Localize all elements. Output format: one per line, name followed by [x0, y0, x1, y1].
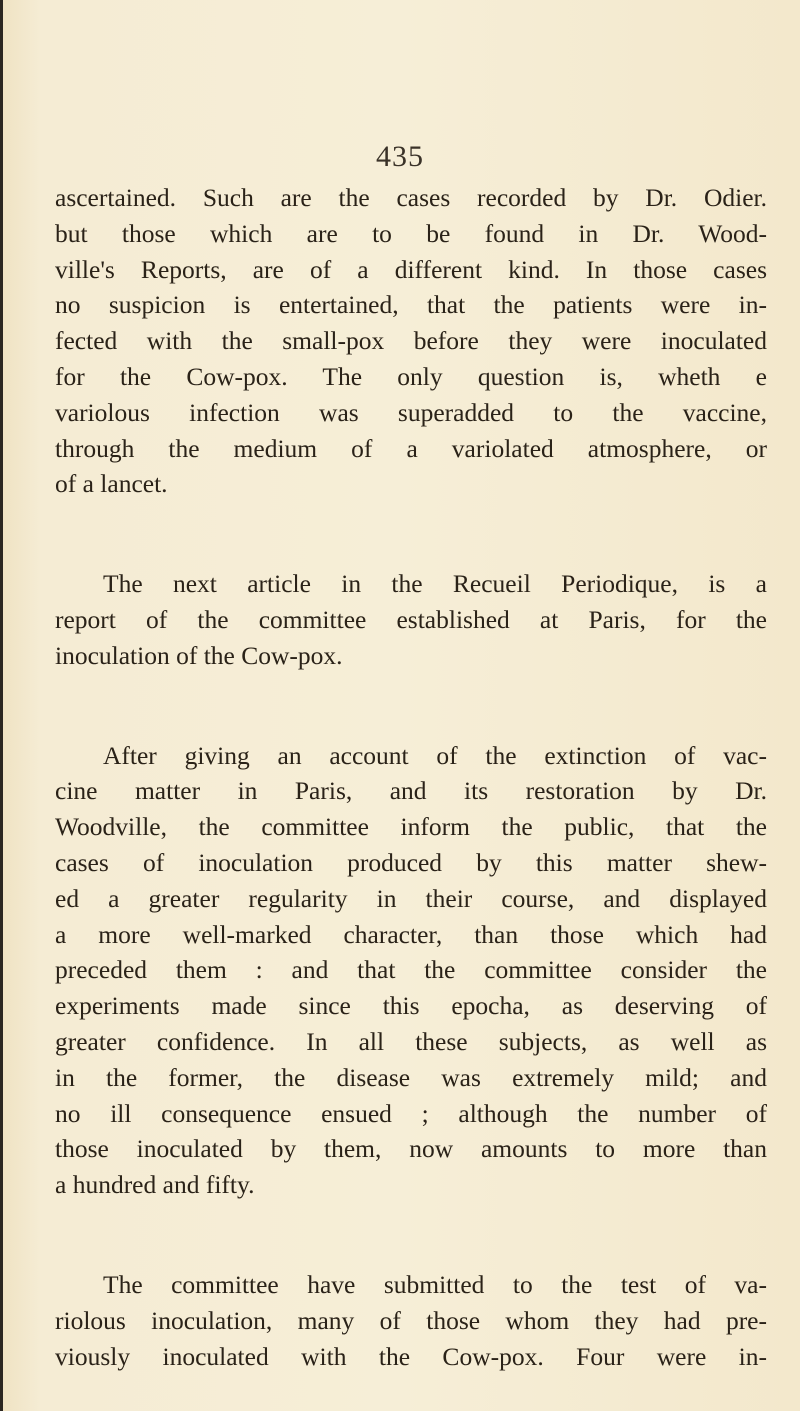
text-line: no ill consequence ensued ; although the number of: [55, 1098, 767, 1128]
paragraph-2: [55, 566, 767, 673]
text-line: The next article in the Recueil Periodique, is a: [103, 569, 767, 599]
text-line: ville's Reports, are of a different kind. In those cases: [55, 254, 767, 284]
text-line: fected with the small-pox before they were inoculated: [55, 326, 767, 356]
text-line: a more well-marked character, than those which had: [55, 919, 767, 949]
text-line: experiments made since this epocha, as deserving of: [55, 991, 767, 1021]
body-text: [55, 180, 767, 1374]
text-line: but those which are to be found in Dr. Wood-: [55, 218, 767, 248]
text-line: greater confidence. In all these subjects, as well as: [55, 1026, 767, 1056]
text-line: The committee have submitted to the test of va-: [103, 1269, 767, 1299]
text-line: cases of inoculation produced by this matter shew-: [55, 847, 767, 877]
page-number: 435: [376, 140, 424, 173]
text-line: ascertained. Such are the cases recorded by Dr. Odier.: [55, 183, 767, 212]
text-line: those inoculated by them, now amounts to more than: [55, 1134, 767, 1164]
text-line: no suspicion is entertained, that the patients were in-: [55, 290, 767, 320]
paragraph-3: [55, 738, 767, 1203]
paragraph-1: [55, 180, 767, 502]
text-line: cine matter in Paris, and its restoration by Dr.: [55, 776, 767, 806]
paragraph-4: [55, 1267, 767, 1374]
text-line: variolous infection was superadded to the vaccine,: [55, 397, 767, 427]
text-line: through the medium of a variolated atmosphere, or: [55, 433, 767, 463]
text-line: After giving an account of the extinction of vac-: [103, 740, 767, 770]
text-line: viously inoculated with the Cow-pox. Four were in-: [55, 1341, 767, 1371]
page-binding-edge: [0, 0, 3, 1411]
text-line: in the former, the disease was extremely mild; and: [55, 1062, 767, 1092]
text-line: preceded them : and that the committee consider the: [55, 955, 767, 985]
text-line: Woodville, the committee inform the public, that the: [55, 812, 767, 842]
text-line: of a lancet.: [55, 469, 168, 499]
text-line: for the Cow-pox. The only question is, wheth e: [55, 361, 767, 391]
text-line: inoculation of the Cow-pox.: [55, 640, 343, 670]
text-line: ed a greater regularity in their course, and displayed: [55, 883, 767, 913]
text-line: report of the committee established at Paris, for the: [55, 604, 767, 634]
text-line: riolous inoculation, many of those whom they had pre-: [55, 1305, 767, 1335]
text-line: a hundred and fifty.: [55, 1170, 255, 1200]
